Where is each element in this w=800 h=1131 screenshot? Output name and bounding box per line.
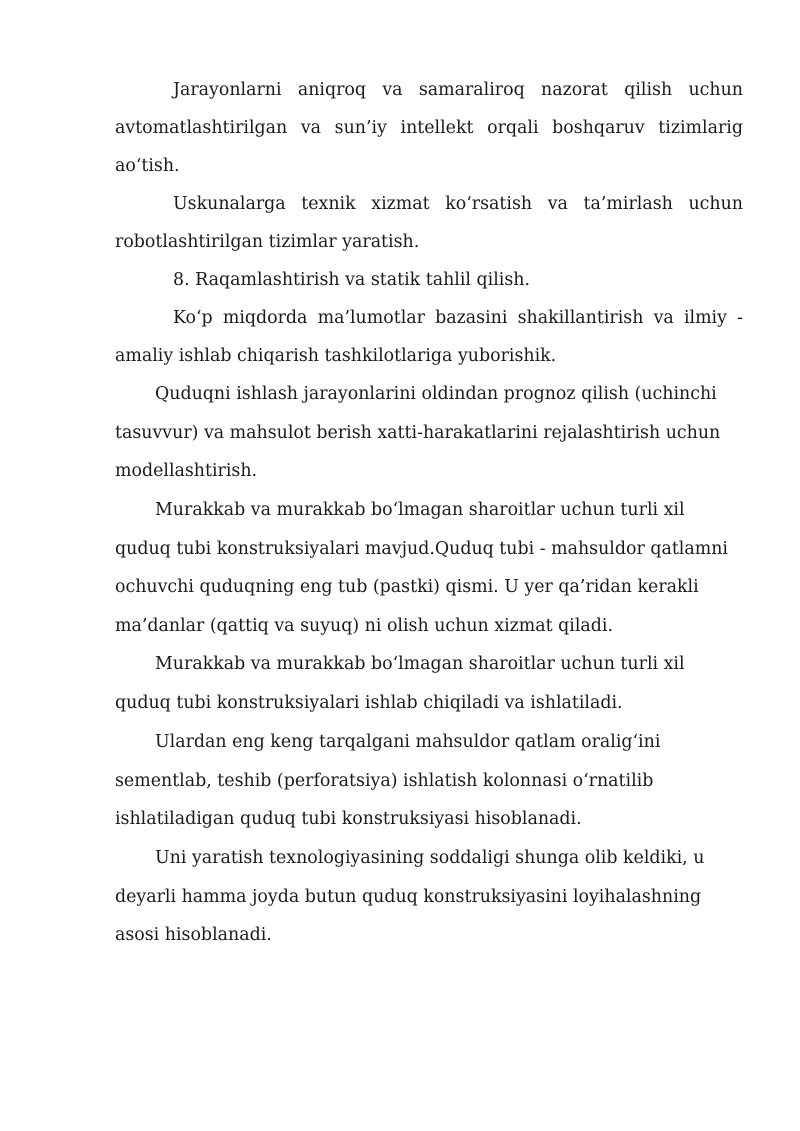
paragraph-automation-systems: Jarayonlarni aniqroq va samaraliroq nazorat qilish uchun avtomatlashtirilgan va sun’iy intellekt orqali boshqaruv tizimlarig ao‘tish. [115,80,743,176]
paragraph-bottomhole-definition: Murakkab va murakkab bo‘lmagan sharoitlar uchun turli xil quduq tubi konstruksiyalari mavjud.Quduq tubi - mahsuldor qatlamni ochuvchi quduqning eng tub (pastki) qismi. U yer qa’ridan kerakli ma’danlar (qattiq va suyuq) ni olish uchun xizmat qiladi. [115,500,728,636]
section-heading-digitalization: 8. Raqamlashtirish va statik tahlil qilish. [173,270,530,290]
paragraph-well-forecasting: Quduqni ishlash jarayonlarini oldindan prognoz qilish (uchinchi tasuvvur) va mahsulot berish xatti-harakatlarini rejalashtirish uchun modellashtirish. [115,384,721,481]
paragraph-common-design: Ulardan eng keng tarqalgani mahsuldor qatlam oralig‘ini sementlab, teshib (perforatsiya) ishlatish kolonnasi o‘rnatilib ishlatiladigan quduq tubi konstruksiyasi hisoblanadi. [115,732,661,829]
paragraph-bottomhole-designs: Murakkab va murakkab bo‘lmagan sharoitlar uchun turli xil quduq tubi konstruksiyalari ishlab chiqiladi va ishlatiladi. [115,654,685,713]
paragraph-technology-simplicity: Uni yaratish texnologiyasining soddaligi shunga olib keldiki, u deyarli hamma joyda butun quduq konstruksiyasini loyihalashning asosi hisoblanadi. [115,848,705,945]
paragraph-robotic-maintenance: Uskunalarga texnik xizmat ko‘rsatish va ta’mirlash uchun robotlashtirilgan tizimlar yaratish. [115,194,743,252]
paragraph-database-formation: Ko‘p miqdorda ma’lumotlar bazasini shakillantirish va ilmiy -amaliy ishlab chiqarish tashkilotlariga yuborishik. [115,308,743,366]
